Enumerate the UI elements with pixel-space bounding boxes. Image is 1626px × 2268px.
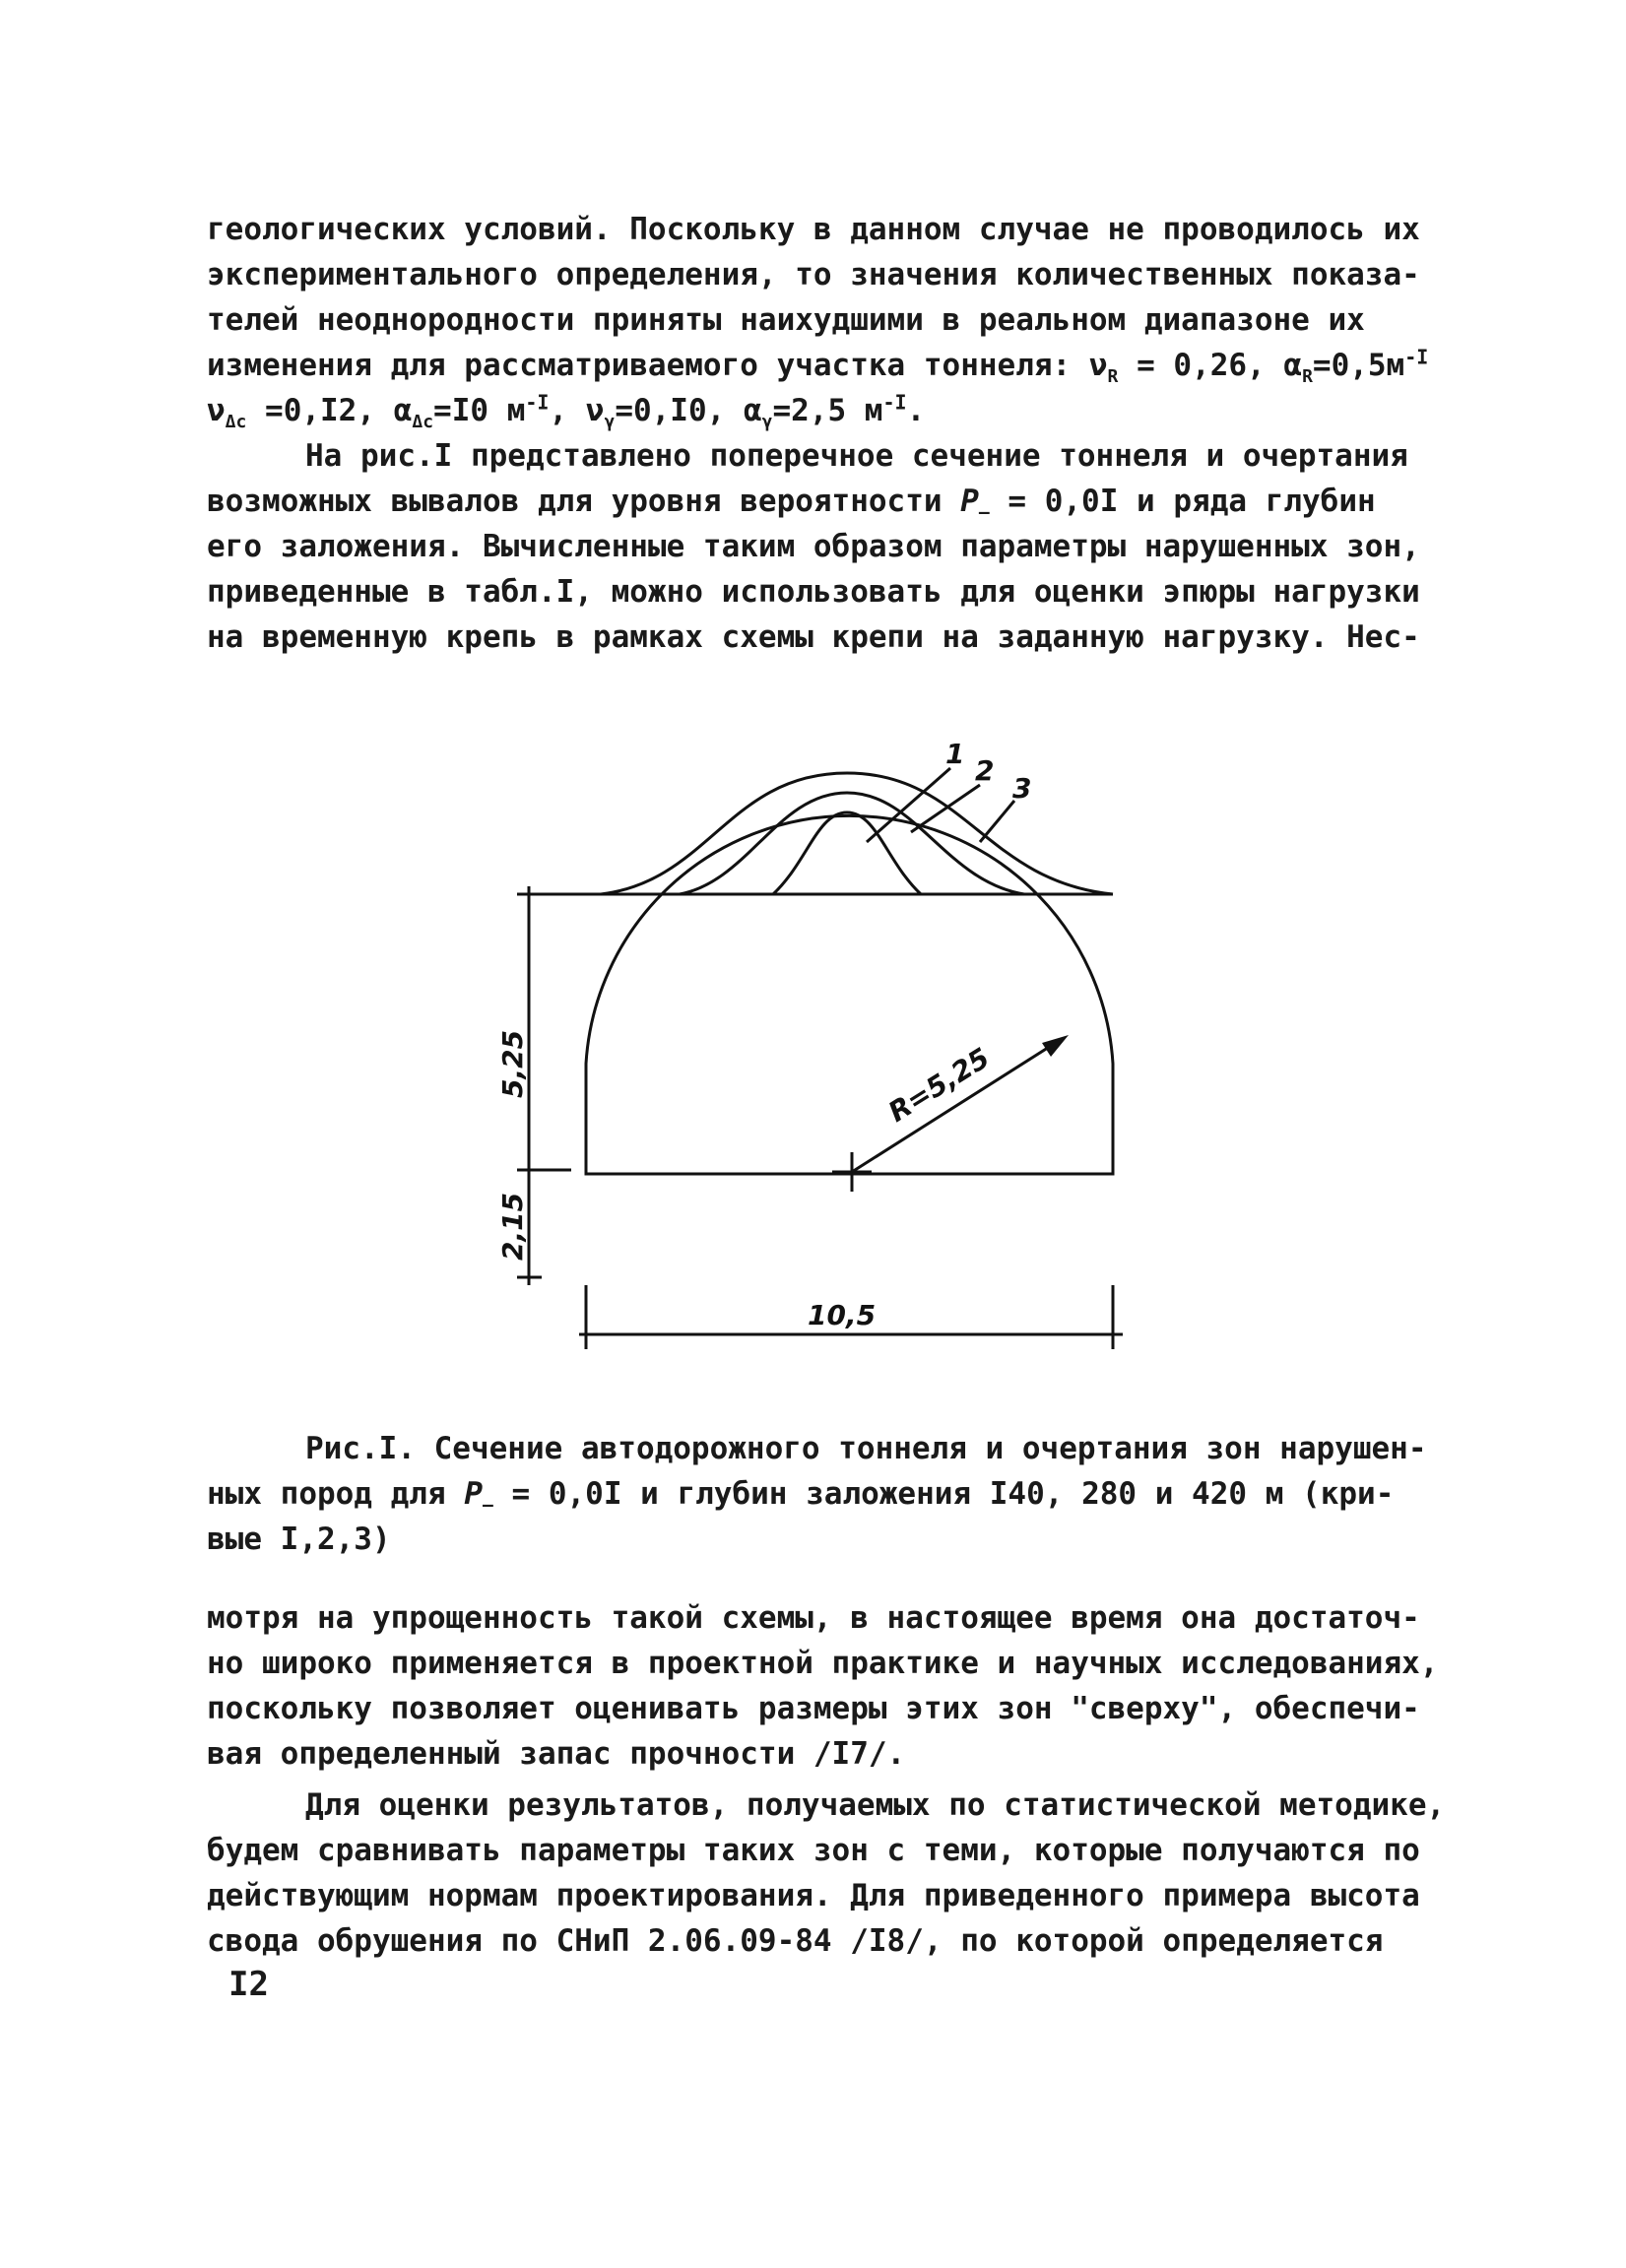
- alpha-g-value: =2,5 м: [772, 393, 883, 428]
- p1-line-1: геологических условий. Поскольку в данном случае не проводилось их: [207, 212, 1420, 247]
- nu-dc-sub: Δc: [225, 412, 247, 433]
- curve-label-3: 3: [1012, 772, 1032, 805]
- alpha-r-value: =0,5м: [1312, 348, 1405, 383]
- p3-line-1: мотря на упрощенность такой схемы, в настоящее время она достаточ-: [207, 1600, 1420, 1636]
- p2-line-3: его заложения. Вычисленные таким образом параметры нарушенных зон,: [207, 529, 1420, 564]
- alpha-g-sub: γ: [761, 412, 773, 433]
- p4-line-3: действующим нормам проектирования. Для приведенного примера высота: [207, 1878, 1420, 1913]
- p1-line-3: телей неоднородности приняты наихудшими в реальном диапазоне их: [207, 302, 1365, 338]
- p1-line-4-text: изменения для рассматриваемого участка тоннеля:: [207, 348, 1072, 383]
- tunnel-cross-section-figure: [453, 734, 1162, 1364]
- p1-period: .: [906, 393, 926, 428]
- nu-g-sub: γ: [604, 412, 616, 433]
- p4-line-1: Для оценки результатов, получаемых по статистической методике,: [305, 1787, 1446, 1823]
- leader-line-3: [980, 801, 1014, 842]
- p2-probability-symbol: P: [960, 484, 979, 519]
- p3-line-3: поскольку позволяет оценивать размеры этих зон "сверху", обеспечи-: [207, 1691, 1420, 1726]
- nu-r-sub: R: [1107, 366, 1119, 388]
- alpha-dc-sub: Δc: [412, 412, 434, 433]
- nu-g-symbol: ν: [585, 393, 605, 428]
- radius-arrowhead: [1042, 1035, 1069, 1057]
- alpha-g-symbol: α: [743, 393, 762, 428]
- paragraph-2: [207, 433, 1428, 660]
- caption-line-2-start: ных пород для: [207, 1476, 446, 1512]
- nu-r-symbol: ν: [1088, 348, 1108, 383]
- page-number: I2: [228, 1965, 269, 2004]
- p2-line-2-start: возможных вывалов для уровня вероятности: [207, 484, 943, 519]
- alpha-dc-value: =I0 м: [433, 393, 526, 428]
- p2-line-2: возможных вывалов для уровня вероятности $P_- = 0,0I$ и ряда глубин: [207, 484, 1376, 524]
- radius-label: R=5,25: [882, 1041, 996, 1129]
- nu-dc-value: =0,I2,: [265, 393, 376, 428]
- zone-curve-3: [601, 773, 1113, 894]
- caption-line-2-end: = 0,0I и глубин заложения I40, 280 и 420 м (кри-: [511, 1476, 1395, 1512]
- p3-line-2: но широко применяется в проектной практике и научных исследованиях,: [207, 1646, 1439, 1681]
- zone-curve-1: [773, 812, 921, 894]
- height-lower-label: 2,15: [496, 1192, 529, 1261]
- alpha-dc-symbol: α: [393, 393, 413, 428]
- nu-dc-symbol: ν: [207, 393, 226, 428]
- paragraph-4: [207, 1782, 1446, 1964]
- p1-line-5: $\nu_{\Delta c} =0,I2$, $\alpha_{\Delta c}=I0$ $м^{-I}$, $\nu_\gamma=0,I0$, $\alpha_\gamma=2,5$ $м^{-I}$.: [207, 390, 926, 433]
- p2-line-4: приведенные в табл.I, можно использовать для оценки эпюры нагрузки: [207, 574, 1420, 610]
- figure-caption: [207, 1426, 1428, 1562]
- nu-r-value: = 0,26,: [1137, 348, 1266, 383]
- width-label: 10,5: [808, 1299, 877, 1331]
- caption-line-1: Рис.I. Сечение автодорожного тоннеля и очертания зон нарушен-: [305, 1431, 1427, 1466]
- nu-g-value: =0,I0,: [615, 393, 726, 428]
- p4-line-4: свода обрушения по СНиП 2.06.09-84 /I8/, по которой определяется: [207, 1923, 1384, 1959]
- height-upper-label: 5,25: [496, 1029, 529, 1098]
- p1-line-2: экспериментального определения, то значения количественных показа-: [207, 257, 1420, 292]
- p2-line-5: на временную крепь в рамках схемы крепи на заданную нагрузку. Нес-: [207, 619, 1420, 655]
- alpha-r-exp: -I: [1404, 345, 1429, 369]
- alpha-r-symbol: α: [1283, 348, 1303, 383]
- alpha-dc-exp: -I: [525, 390, 550, 415]
- curve-label-2: 2: [975, 754, 995, 787]
- p1-line-4: [207, 343, 1428, 388]
- paragraph-1: [207, 207, 1428, 433]
- alpha-r-sub: R: [1302, 366, 1313, 388]
- alpha-g-exp: -I: [882, 390, 907, 415]
- p2-line-1: На рис.I представлено поперечное сечение тоннеля и очертания: [305, 438, 1408, 474]
- paragraph-3: [207, 1595, 1439, 1777]
- caption-line-3: вые I,2,3): [207, 1522, 391, 1557]
- curve-label-1: 1: [945, 738, 965, 770]
- p3-line-4: вая определенный запас прочности /I7/.: [207, 1736, 906, 1772]
- caption-line-2: ных пород для $P_- = 0,0I$ и глубин заложения I40, 280 и 420 м (кри-: [207, 1476, 1395, 1517]
- p2-line-2-end: = 0,0I и ряда глубин: [1008, 484, 1376, 519]
- caption-probability-symbol: P: [464, 1476, 483, 1512]
- p4-line-2: будем сравнивать параметры таких зон с теми, которые получаются по: [207, 1833, 1420, 1868]
